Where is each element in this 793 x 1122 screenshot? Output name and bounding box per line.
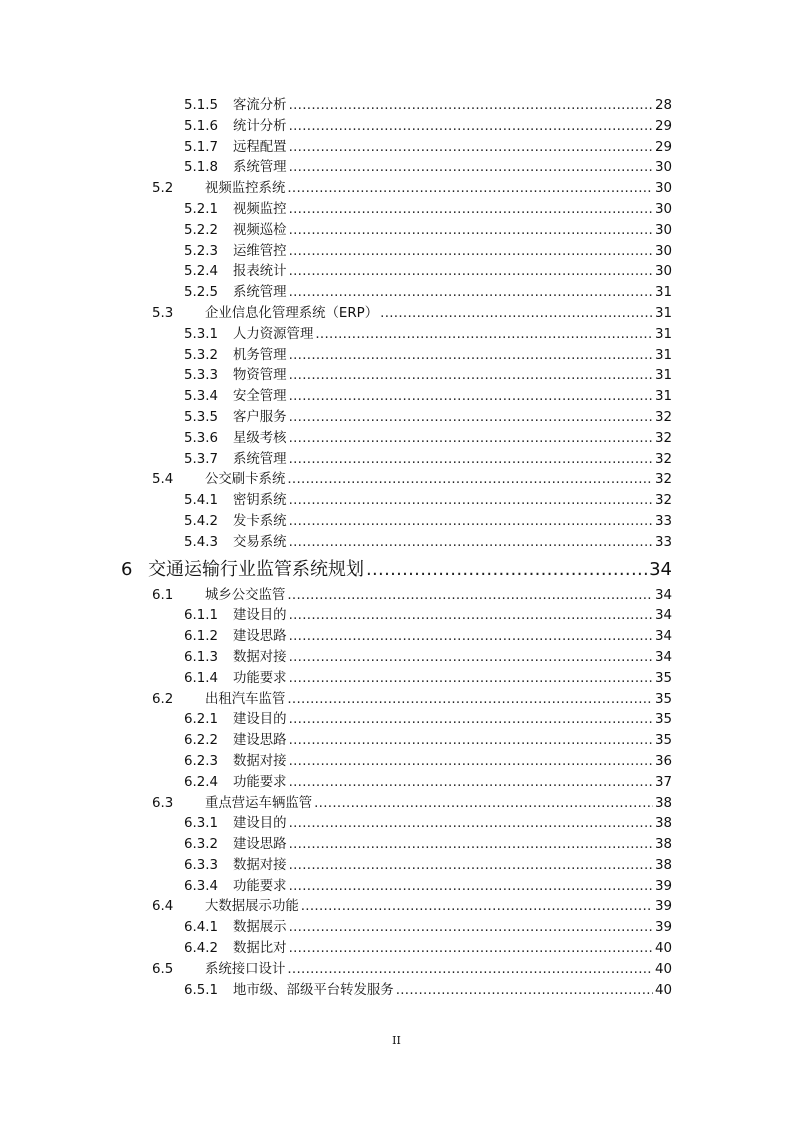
toc-entry-title: 统计分析 (233, 118, 287, 134)
toc-entry-number: 6.5 (152, 961, 174, 977)
toc-entry-number: 6.2 (152, 691, 174, 707)
toc-dot-leader (289, 221, 653, 242)
toc-dot-leader (289, 856, 653, 877)
toc-entry-title: 系统管理 (233, 451, 287, 467)
toc-entry-page-number: 30 (653, 179, 672, 200)
toc-entry-level-3[interactable] (0, 606, 793, 627)
toc-entry-number: 6 (121, 558, 133, 580)
toc-entry-page-number: 39 (653, 918, 672, 939)
toc-entry-number: 5.4.3 (184, 534, 219, 550)
toc-dot-leader (289, 835, 653, 856)
toc-entry-title: 机务管理 (233, 347, 287, 363)
toc-entry-page-number: 38 (653, 856, 672, 877)
toc-entry-title: 视频监控系统 (205, 181, 286, 197)
toc-entry-level-3[interactable] (0, 325, 793, 346)
toc-entry-number: 6.1.4 (184, 670, 219, 686)
toc-entry-number: 6.3.2 (184, 837, 219, 853)
toc-dot-leader (289, 366, 653, 387)
toc-dot-leader (289, 533, 653, 554)
toc-entry-number: 5.2.1 (184, 201, 219, 217)
toc-entry-title: 交通运输行业监管系统规划 (148, 558, 364, 580)
toc-entry-title: 功能要求 (233, 670, 287, 686)
toc-entry-title: 人力资源管理 (233, 326, 314, 342)
toc-entry-page-number: 34 (647, 554, 672, 586)
toc-entry-page-number: 29 (653, 138, 672, 159)
toc-dot-leader (289, 512, 653, 533)
toc-dot-leader (289, 117, 653, 138)
toc-entry-title: 系统接口设计 (205, 961, 286, 977)
toc-entry-page-number: 37 (653, 773, 672, 794)
toc-entry-page-number: 35 (653, 731, 672, 752)
toc-entry-page-number: 40 (653, 939, 672, 960)
toc-entry-number: 5.2.4 (184, 264, 219, 280)
toc-entry-title: 数据展示 (233, 920, 287, 936)
toc-entry-title: 运维管控 (233, 243, 287, 259)
toc-entry-title: 建设目的 (233, 608, 287, 624)
toc-entry-title: 公交刷卡系统 (205, 472, 286, 488)
toc-entry-number: 5.4.2 (184, 513, 219, 529)
toc-entry-number: 5.1.7 (184, 139, 219, 155)
toc-entry-page-number: 30 (653, 158, 672, 179)
toc-dot-leader (289, 138, 653, 159)
toc-entry-level-2[interactable] (0, 179, 793, 200)
toc-entry-page-number: 39 (653, 897, 672, 918)
toc-dot-leader (289, 262, 653, 283)
toc-dot-leader (301, 897, 653, 918)
toc-entry-level-3[interactable] (0, 512, 793, 533)
toc-entry-level-3[interactable] (0, 138, 793, 159)
toc-entry-number: 6.4.1 (184, 920, 219, 936)
toc-dot-leader (289, 939, 653, 960)
toc-entry-page-number: 33 (653, 533, 672, 554)
toc-entry-number: 5.4 (152, 472, 174, 488)
toc-entry-level-3[interactable] (0, 648, 793, 669)
toc-entry-number: 5.3.6 (184, 430, 219, 446)
toc-entry-title: 星级考核 (233, 430, 287, 446)
toc-entry-number: 5.1.8 (184, 160, 219, 176)
toc-entry-level-3[interactable] (0, 773, 793, 794)
toc-dot-leader (289, 200, 653, 221)
toc-dot-leader (314, 794, 653, 815)
toc-dot-leader (289, 96, 653, 117)
toc-entry-title: 系统管理 (233, 160, 287, 176)
toc-entry-title: 重点营运车辆监管 (205, 795, 313, 811)
toc-entry-number: 5.2.3 (184, 243, 219, 259)
toc-entry-page-number: 29 (653, 117, 672, 138)
toc-entry-level-3[interactable] (0, 877, 793, 898)
toc-entry-page-number: 38 (653, 794, 672, 815)
toc-dot-leader (289, 669, 653, 690)
toc-entry-level-3[interactable] (0, 221, 793, 242)
toc-dot-leader (289, 346, 653, 367)
toc-entry-title: 远程配置 (233, 139, 287, 155)
toc-entry-number: 6.1.3 (184, 649, 219, 665)
toc-entry-level-3[interactable] (0, 731, 793, 752)
toc-dot-leader (315, 325, 653, 346)
toc-dot-leader (289, 731, 653, 752)
toc-entry-level-2[interactable] (0, 470, 793, 491)
toc-entry-level-3[interactable] (0, 450, 793, 471)
toc-dot-leader (289, 627, 653, 648)
toc-dot-leader (289, 773, 653, 794)
toc-entry-level-3[interactable] (0, 835, 793, 856)
toc-entry-level-3[interactable] (0, 117, 793, 138)
page-footer-number: II (392, 1034, 401, 1047)
toc-entry-page-number: 35 (653, 690, 672, 711)
toc-entry-title: 视频监控 (233, 201, 287, 217)
toc-dot-leader (396, 981, 653, 1002)
toc-entry-level-3[interactable] (0, 158, 793, 179)
toc-entry-title: 密钥系统 (233, 493, 287, 509)
toc-entry-number: 6.1.1 (184, 608, 219, 624)
toc-entry-level-3[interactable] (0, 533, 793, 554)
toc-entry-page-number: 31 (653, 366, 672, 387)
toc-entry-level-3[interactable] (0, 491, 793, 512)
toc-entry-number: 5.4.1 (184, 493, 219, 509)
toc-entry-number: 6.3.3 (184, 857, 219, 873)
toc-entry-page-number: 32 (653, 491, 672, 512)
toc-entry-number: 6.1.2 (184, 629, 219, 645)
toc-entry-page-number: 32 (653, 429, 672, 450)
toc-entry-title: 视频巡检 (233, 222, 287, 238)
toc-entry-page-number: 30 (653, 262, 672, 283)
toc-entry-level-2[interactable] (0, 794, 793, 815)
toc-entry-level-3[interactable] (0, 669, 793, 690)
toc-entry-number: 5.3 (152, 305, 174, 321)
toc-entry-title: 客户服务 (233, 409, 287, 425)
toc-dot-leader (287, 179, 653, 200)
toc-entry-level-2[interactable] (0, 897, 793, 918)
toc-entry-page-number: 32 (653, 408, 672, 429)
toc-entry-number: 5.3.3 (184, 368, 219, 384)
toc-entry-number: 6.4.2 (184, 941, 219, 957)
toc-entry-level-2[interactable] (0, 586, 793, 607)
toc-dot-leader (366, 554, 647, 586)
toc-entry-title: 数据比对 (233, 941, 287, 957)
toc-entry-number: 6.3 (152, 795, 174, 811)
toc-entry-number: 6.3.4 (184, 878, 219, 894)
toc-entry-level-3[interactable] (0, 242, 793, 263)
toc-entry-title: 数据对接 (233, 649, 287, 665)
toc-entry-level-3[interactable] (0, 283, 793, 304)
toc-dot-leader (289, 242, 653, 263)
toc-entry-title: 功能要求 (233, 878, 287, 894)
toc-dot-leader (289, 877, 653, 898)
toc-entry-title: 建设思路 (233, 629, 287, 645)
toc-entry-level-3[interactable] (0, 710, 793, 731)
toc-dot-leader (289, 710, 653, 731)
toc-entry-number: 5.3.2 (184, 347, 219, 363)
toc-dot-leader (287, 470, 653, 491)
toc-entry-level-3[interactable] (0, 346, 793, 367)
toc-entry-page-number: 35 (653, 710, 672, 731)
toc-entry-level-3[interactable] (0, 856, 793, 877)
toc-entry-page-number: 40 (653, 960, 672, 981)
toc-entry-level-1[interactable] (0, 554, 793, 586)
toc-entry-level-3[interactable] (0, 429, 793, 450)
toc-dot-leader (289, 429, 653, 450)
toc-entry-title: 地市级、部级平台转发服务 (233, 982, 394, 998)
toc-entry-title: 交易系统 (233, 534, 287, 550)
toc-entry-page-number: 40 (653, 981, 672, 1002)
toc-entry-page-number: 32 (653, 450, 672, 471)
toc-entry-title: 客流分析 (233, 98, 287, 113)
toc-entry-page-number: 38 (653, 835, 672, 856)
toc-entry-number: 5.2.2 (184, 222, 219, 238)
toc-entry-level-2[interactable] (0, 304, 793, 325)
toc-entry-number: 5.1.6 (184, 118, 219, 134)
toc-entry-level-2[interactable] (0, 690, 793, 711)
toc-entry-page-number: 36 (653, 752, 672, 773)
toc-entry-title: 功能要求 (233, 774, 287, 790)
toc-entry-page-number: 30 (653, 221, 672, 242)
toc-entry-page-number: 28 (653, 96, 672, 117)
toc-dot-leader (287, 960, 653, 981)
toc-dot-leader (289, 387, 653, 408)
toc-entry-title: 建设目的 (233, 712, 287, 728)
toc-dot-leader (289, 918, 653, 939)
toc-entry-number: 6.2.1 (184, 712, 219, 728)
toc-entry-title: 物资管理 (233, 368, 287, 384)
toc-dot-leader (289, 648, 653, 669)
toc-entry-number: 6.1 (152, 587, 174, 603)
toc-entry-level-3[interactable] (0, 262, 793, 283)
toc-entry-number: 6.3.1 (184, 816, 219, 832)
toc-entry-number: 5.3.4 (184, 389, 219, 405)
toc-dot-leader (287, 586, 653, 607)
toc-entry-number: 6.2.3 (184, 753, 219, 769)
toc-entry-level-3[interactable] (0, 918, 793, 939)
toc-entry-title: 出租汽车监管 (205, 691, 286, 707)
toc-entry-level-3[interactable] (0, 387, 793, 408)
toc-entry-level-3[interactable] (0, 200, 793, 221)
toc-entry-page-number: 31 (653, 346, 672, 367)
toc-entry-level-3[interactable] (0, 981, 793, 1002)
toc-dot-leader (289, 491, 653, 512)
toc-entry-page-number: 34 (653, 627, 672, 648)
toc-entry-title: 系统管理 (233, 285, 287, 301)
toc-entry-page-number: 34 (653, 586, 672, 607)
toc-entry-number: 6.4 (152, 899, 174, 915)
toc-dot-leader (289, 450, 653, 471)
toc-entry-title: 发卡系统 (233, 513, 287, 529)
toc-dot-leader (289, 158, 653, 179)
toc-entry-title: 大数据展示功能 (205, 899, 299, 915)
toc-entry-title: 建设目的 (233, 816, 287, 832)
toc-entry-number: 5.2.5 (184, 285, 219, 301)
toc-entry-title: 企业信息化管理系统（ERP） (205, 305, 379, 321)
toc-entry-number: 6.5.1 (184, 982, 219, 998)
toc-entry-number: 5.3.1 (184, 326, 219, 342)
toc-entry-page-number: 31 (653, 387, 672, 408)
toc-entry-level-3[interactable] (0, 627, 793, 648)
toc-entry-number: 5.1.5 (184, 98, 219, 113)
toc-entry-number: 6.2.4 (184, 774, 219, 790)
toc-entry-number: 5.3.7 (184, 451, 219, 467)
toc-entry-level-3[interactable] (0, 939, 793, 960)
toc-dot-leader (289, 408, 653, 429)
toc-entry-title: 建设思路 (233, 837, 287, 853)
toc-entry-page-number: 39 (653, 877, 672, 898)
toc-dot-leader (289, 606, 653, 627)
table-of-contents (0, 96, 793, 1001)
toc-entry-level-3[interactable] (0, 408, 793, 429)
toc-entry-title: 数据对接 (233, 857, 287, 873)
toc-entry-level-2[interactable] (0, 960, 793, 981)
toc-entry-page-number: 31 (653, 325, 672, 346)
toc-entry-title: 数据对接 (233, 753, 287, 769)
toc-entry-level-3[interactable] (0, 96, 793, 117)
toc-entry-page-number: 34 (653, 648, 672, 669)
toc-entry-page-number: 34 (653, 606, 672, 627)
toc-dot-leader (289, 814, 653, 835)
toc-entry-title: 报表统计 (233, 264, 287, 280)
toc-entry-title: 安全管理 (233, 389, 287, 405)
toc-entry-page-number: 38 (653, 814, 672, 835)
toc-entry-level-3[interactable] (0, 814, 793, 835)
toc-entry-title: 城乡公交监管 (205, 587, 286, 603)
toc-entry-level-3[interactable] (0, 752, 793, 773)
toc-dot-leader (289, 752, 653, 773)
toc-dot-leader (289, 283, 653, 304)
toc-dot-leader (380, 304, 653, 325)
toc-entry-page-number: 31 (653, 304, 672, 325)
toc-dot-leader (287, 690, 653, 711)
toc-entry-page-number: 30 (653, 242, 672, 263)
toc-entry-page-number: 31 (653, 283, 672, 304)
toc-entry-page-number: 30 (653, 200, 672, 221)
toc-entry-page-number: 32 (653, 470, 672, 491)
toc-entry-page-number: 35 (653, 669, 672, 690)
toc-entry-level-3[interactable] (0, 366, 793, 387)
toc-entry-title: 建设思路 (233, 733, 287, 749)
toc-entry-number: 6.2.2 (184, 733, 219, 749)
toc-entry-page-number: 33 (653, 512, 672, 533)
toc-entry-number: 5.2 (152, 181, 174, 197)
toc-entry-number: 5.3.5 (184, 409, 219, 425)
